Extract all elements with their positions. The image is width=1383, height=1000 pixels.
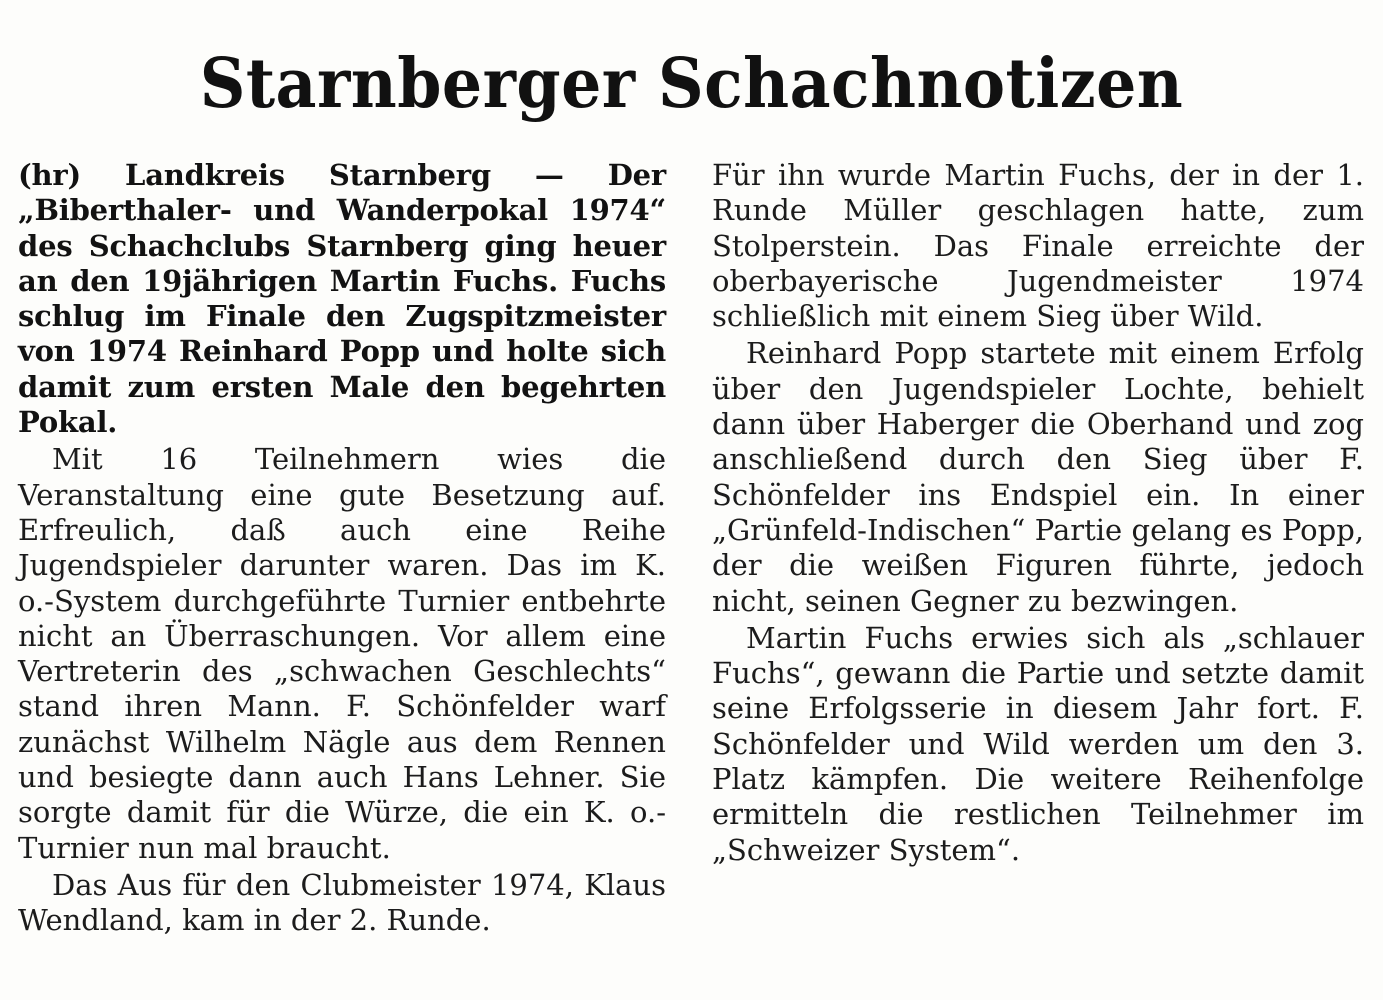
left-column [18, 158, 666, 939]
right-paragraph-2: Reinhard Popp startete mit einem Erfolg über den Jugendspieler Lochte, behielt dann über Haberger die Oberhand und zog anschließend durch den Sieg über F. Schönfelder ins Endspiel ein. In einer „Grünfeld-Indischen“ Partie gelang es Popp, der die weißen Figuren führte, jedoch nicht, seinen Gegner zu bezwingen. [712, 336, 1364, 618]
article-headline: Starnberger Schachnotizen [199, 44, 1184, 124]
left-paragraph-1: Mit 16 Teilnehmern wies die Veranstaltung eine gute Besetzung auf. Erfreulich, daß auch eine Reihe Jugendspieler darunter waren. Das im K. o.-System durchgeführte Turnier entbehrte nicht an Überraschungen. Vor allem eine Vertreterin des „schwachen Geschlechts“ stand ihren Mann. F. Schönfelder warf zunächst Wilhelm Nägle aus dem Rennen und besiegte dann auch Hans Lehner. Sie sorgte damit für die Würze, die ein K. o.-Turnier nun mal braucht. [18, 442, 666, 865]
lead-paragraph: (hr) Landkreis Starnberg — Der „Biberthaler- und Wanderpokal 1974“ des Schachclubs Starnberg ging heuer an den 19jährigen Martin Fuchs. Fuchs schlug im Finale den Zugspitzmeister von 1974 Reinhard Popp und holte sich damit zum ersten Male den begehrten Pokal. [18, 158, 666, 440]
left-paragraph-2: Das Aus für den Clubmeister 1974, Klaus Wendland, kam in der 2. Runde. [18, 867, 666, 938]
right-paragraph-3: Martin Fuchs erwies sich als „schlauer Fuchs“, gewann die Partie und setzte damit seine Erfolgsserie in diesem Jahr fort. F. Schönfelder und Wild werden um den 3. Platz kämpfen. Die weitere Reihenfolge ermitteln die restlichen Teilnehmer im „Schweizer System“. [712, 620, 1364, 867]
right-column [712, 158, 1364, 868]
right-paragraph-1: Für ihn wurde Martin Fuchs, der in der 1. Runde Müller geschlagen hatte, zum Stolperstein. Das Finale erreichte der oberbayerische Jugendmeister 1974 schließlich mit einem Sieg über Wild. [712, 158, 1364, 334]
